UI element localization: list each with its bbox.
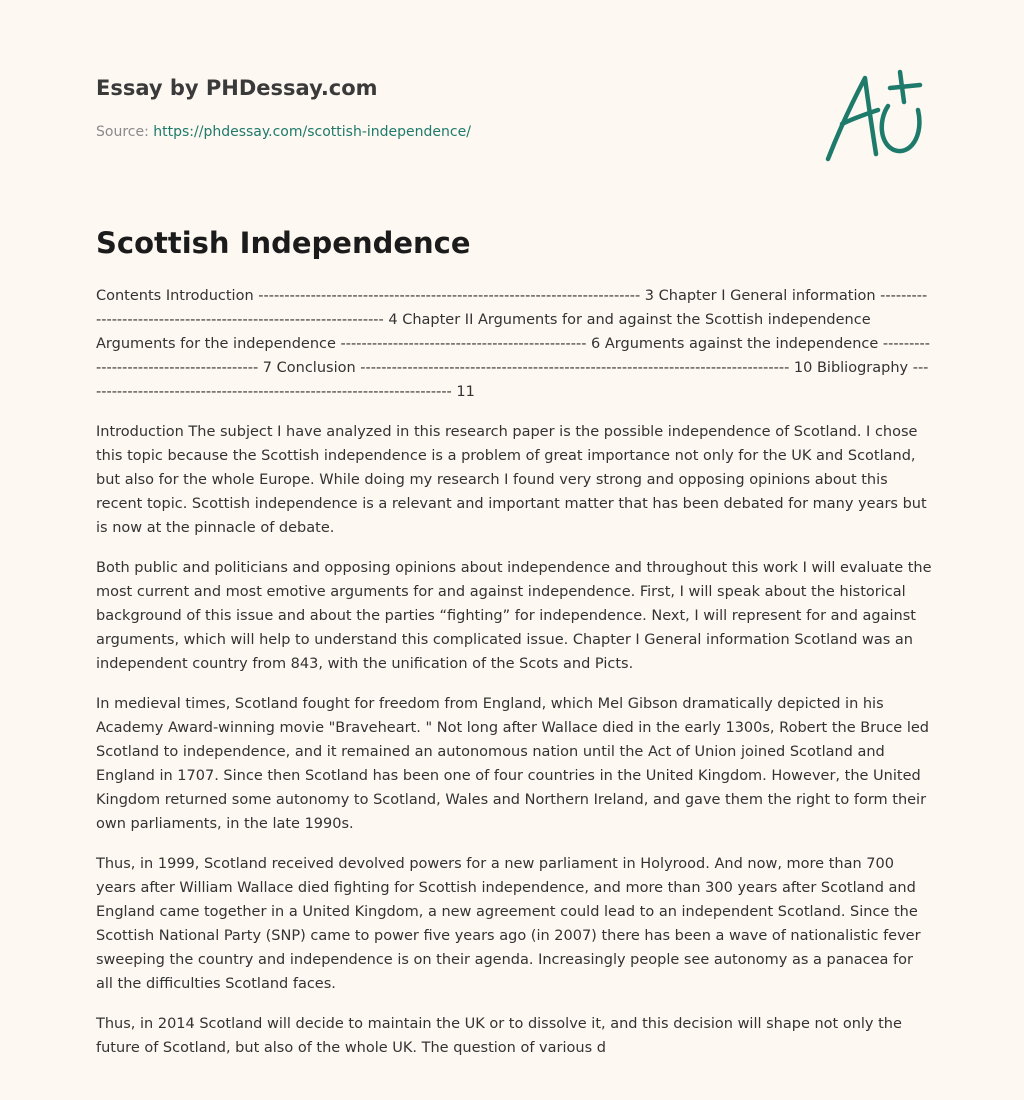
a-plus-logo-icon	[820, 66, 930, 166]
source-label: Source:	[96, 124, 154, 140]
paragraph-arguments-overview: Both public and politicians and opposing opinions about independence and throughout this work I will evaluate the most current and most emotive arguments for and against independence. First, I will speak about the historical background of this issue and about the parties “fighting” for independence. Next, I will represent for and against arguments, which will help to understand this complicated issue. Chapter I General information Scotland was an independent country from 843, with the unification of the Scots and Picts.	[96, 560, 932, 672]
site-brand: Essay by PHDessay.com	[96, 76, 378, 100]
paragraph-contents: Contents Introduction ------------------------------------------------------------------------- 3 Chapter I General information ---------------------------------------------------------------- 4 Chapter II Arguments for and against the Scottish independence Arguments for the independence ----------------------------------------------- 6 Arguments against the independence ---------------------------------------- 7 Conclusion ---------------------------------------------------------------------------------- 10 Bibliography ----------------------------------------------------------------------- 11	[96, 288, 931, 400]
paragraph-introduction: Introduction The subject I have analyzed in this research paper is the possible independence of Scotland. I chose this topic because the Scottish independence is a problem of great importance not only for the UK and Scotland, but also for the whole Europe. While doing my research I found very strong and opposing opinions about this recent topic. Scottish independence is a relevant and important matter that has been debated for many years but is now at the pinnacle of debate.	[96, 424, 927, 536]
source-line	[96, 124, 471, 140]
source-link[interactable]: https://phdessay.com/scottish-independence/	[153, 124, 471, 140]
essay-title: Scottish Independence	[96, 226, 471, 260]
paragraph-devolution: Thus, in 1999, Scotland received devolved powers for a new parliament in Holyrood. And now, more than 700 years after William Wallace died fighting for Scottish independence, and more than 300 years after Scotland and England came together in a United Kingdom, a new agreement could lead to an independent Scotland. Since the Scottish National Party (SNP) came to power five years ago (in 2007) there has been a wave of nationalistic fever sweeping the country and independence is on their agenda. Increasingly people see autonomy as a panacea for all the difficulties Scotland faces.	[96, 856, 921, 992]
essay-body	[96, 284, 932, 1076]
paragraph-medieval-history: In medieval times, Scotland fought for freedom from England, which Mel Gibson dramatically depicted in his Academy Award-winning movie "Braveheart. " Not long after Wallace died in the early 1300s, Robert the Bruce led Scotland to independence, and it remained an autonomous nation until the Act of Union joined Scotland and England in 1707. Since then Scotland has been one of four countries in the United Kingdom. However, the United Kingdom returned some autonomy to Scotland, Wales and Northern Ireland, and gave them the right to form their own parliaments, in the late 1990s.	[96, 696, 929, 832]
paragraph-2014-decision: Thus, in 2014 Scotland will decide to maintain the UK or to dissolve it, and this decision will shape not only the future of Scotland, but also of the whole UK. The question of various d	[96, 1016, 902, 1056]
